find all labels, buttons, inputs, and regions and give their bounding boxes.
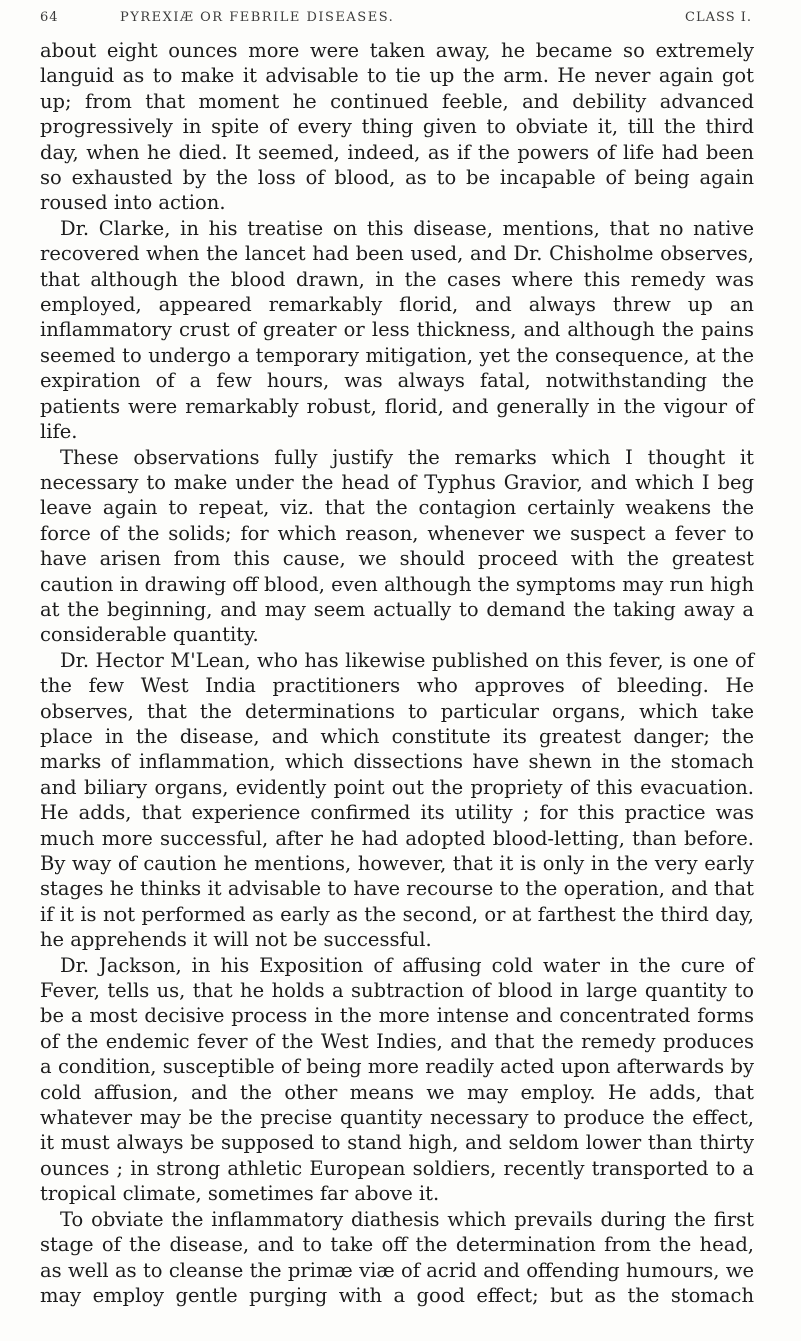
body-text <box>40 38 754 1308</box>
paragraph-jackson: Dr. Jackson, in his Exposition of affusing cold water in the cure of Fever, tells us, that he holds a subtraction of blood in large quantity to be a most decisive process in the more intense and concentrated forms of the endemic fever of the West Indies, and that the remedy produces a condition, susceptible of being more readily acted upon afterwards by cold affusion, and the other means we may employ. He adds, that whatever may be the precise quantity necessary to produce the effect, it must always be supposed to stand high, and seldom lower than thirty ounces ; in strong athletic European soldiers, recently transported to a tropical climate, sometimes far above it. <box>40 953 754 1206</box>
paragraph-obviate: To obviate the inflammatory diathesis which prevails during the first stage of the disease, and to take off the determination from the head, as well as to cleanse the primæ viæ of acrid and offending humours, we may employ gentle purging with a good effect; but as the stomach <box>40 1207 754 1307</box>
paragraph-continuation: about eight ounces more were taken away, he became so extremely languid as to make it advisable to tie up the arm. He never again got up; from that moment he continued feeble, and debility advanced progressively in spite of every thing given to obviate it, till the third day, when he died. It seemed, indeed, as if the powers of life had been so exhausted by the loss of blood, as to be incapable of being again roused into action. <box>40 39 754 215</box>
paragraph-observations: These observations fully justify the remarks which I thought it necessary to make under the head of Typhus Gravior, and which I beg leave again to repeat, viz. that the contagion certainly weakens the force of the solids; for which reason, whenever we suspect a fever to have arisen from this cause, we should proceed with the greatest caution in drawing off blood, even although the symptoms may run high at the beginning, and may seem actually to demand the taking away a considerable quantity. <box>40 445 754 647</box>
running-title: PYREXIÆ OR FEBRILE DISEASES. <box>120 10 395 25</box>
running-header <box>40 10 752 32</box>
paragraph-mclean: Dr. Hector M'Lean, who has likewise published on this fever, is one of the few West India practitioners who approves of bleeding. He observes, that the determinations to particular organs, which take place in the disease, and which constitute its greatest danger; the marks of inflammation, which dissections have shewn in the stomach and biliary organs, evidently point out the propriety of this evacuation. He adds, that experience confirmed its utility ; for this practice was much more successful, after he had adopted blood-letting, than before. By way of caution he mentions, however, that it is only in the very early stages he thinks it advisable to have recourse to the operation, and that if it is not performed as early as the second, or at farthest the third day, he apprehends it will not be successful. <box>40 648 754 952</box>
page-number: 64 <box>40 10 59 25</box>
paragraph-clarke: Dr. Clarke, in his treatise on this disease, mentions, that no native recovered when the lancet had been used, and Dr. Chisholme observes, that although the blood drawn, in the cases where this remedy was employed, appeared remarkably florid, and always threw up an inflammatory crust of greater or less thickness, and although the pains seemed to undergo a temporary mitigation, yet the consequence, at the expiration of a few hours, was always fatal, notwithstanding the patients were remarkably robust, florid, and generally in the vigour of life. <box>40 216 754 444</box>
class-label: CLASS I. <box>685 10 752 25</box>
